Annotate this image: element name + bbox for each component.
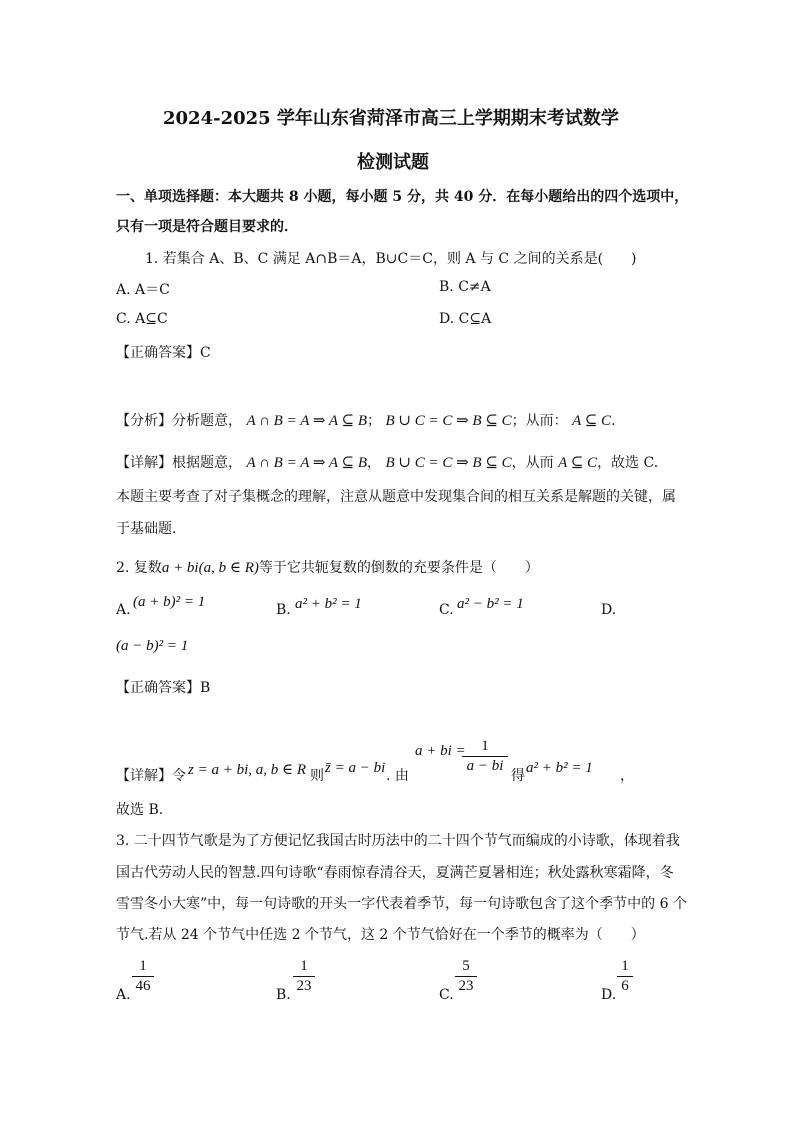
detail-sep-2: ，从而 xyxy=(511,455,554,471)
q1-stem: 1. 若集合 A、B、C 满足 A∩B＝A，B∪C＝C，则 A 与 C 之间的关系是( ) xyxy=(145,251,637,267)
q3-option-c-label: C. xyxy=(439,987,454,1003)
analysis-sep-1: ； xyxy=(367,413,382,429)
fraction-bar xyxy=(455,976,477,977)
detail-math-1: A ∩ B = A ⇒ A ⊆ B xyxy=(246,455,368,471)
q2-option-d-label: D. xyxy=(601,602,617,618)
page-title: 2024-2025 学年山东省菏泽市高三上学期期末考试数学 xyxy=(163,108,619,129)
q3-stem-line2: 国古代劳动人民的智慧.四句诗歌“春雨惊春清谷天，夏满芒夏暑相连；秋处露秋寒霜降，冬 xyxy=(116,865,674,881)
q1-analysis xyxy=(116,410,616,430)
q3-option-d-label: D. xyxy=(601,987,617,1003)
q2-option-a-math: (a + b)² = 1 xyxy=(133,594,206,610)
q2-conclusion: 故选 B. xyxy=(116,802,164,818)
detail-label: 【详解】 xyxy=(116,455,172,471)
q1-comment-line2: 于基础题. xyxy=(116,521,177,537)
q2-option-b-label: B. xyxy=(276,602,291,618)
fraction-denominator: 46 xyxy=(135,978,151,994)
answer-value: B xyxy=(200,680,211,696)
section-heading-line1: 一、单项选择题：本大题共 8 小题，每小题 5 分，共 40 分．在每小题给出的四个选项中， xyxy=(116,189,689,205)
analysis-math-3: A ⊆ C xyxy=(572,413,612,429)
q1-comment-line1: 本题主要考查了对子集概念的理解，注意从题意中发现集合间的相互关系是解题的关键，属 xyxy=(116,489,676,505)
q3-option-b-fraction xyxy=(293,958,315,995)
fraction-numerator: 1 xyxy=(139,958,147,974)
fraction-numerator: 1 xyxy=(300,958,308,974)
q2-detail-m3: a² + b² = 1 xyxy=(526,760,593,776)
q3-option-c-fraction xyxy=(455,958,477,995)
q2-detail-fraction xyxy=(462,738,508,775)
fraction-numerator: 5 xyxy=(462,958,470,974)
answer-value: C xyxy=(200,345,211,361)
q2-option-c-label: C. xyxy=(439,602,454,618)
q1-option-b: B. C≠A xyxy=(439,279,491,295)
q3-option-d-fraction xyxy=(617,958,633,995)
q2-stem-math: a + bi(a, b ∈ R) xyxy=(161,560,259,576)
q3-option-b-label: B. xyxy=(276,987,291,1003)
q2-option-d-math: (a − b)² = 1 xyxy=(116,638,189,654)
fraction-denominator: a − bi xyxy=(466,758,504,774)
detail-math-3: A ⊆ C xyxy=(558,455,598,471)
analysis-text: 分析题意， xyxy=(172,413,242,429)
fraction-bar xyxy=(617,976,633,977)
analysis-end: . xyxy=(611,413,616,429)
q2-detail-t2: 则 xyxy=(310,768,324,784)
q2-detail-lhs: a + bi = xyxy=(415,743,466,759)
q3-stem-line3: 雪雪冬小大寒”中，每一句诗歌的开头一字代表着季节，每一句诗歌包含了这个季节中的 6 个 xyxy=(116,896,687,912)
fraction-numerator: 1 xyxy=(621,958,629,974)
q2-detail-t3: . 由 xyxy=(386,768,409,784)
fraction-denominator: 23 xyxy=(296,978,312,994)
q2-option-b-math: a² + b² = 1 xyxy=(295,596,362,612)
q2-detail-m1: z = a + bi, a, b ∈ R xyxy=(188,762,307,778)
q1-option-c: C. A⊆C xyxy=(116,311,168,327)
fraction-bar xyxy=(132,976,154,977)
section-heading-line2: 只有一项是符合题目要求的． xyxy=(116,219,298,235)
detail-math-2: B ∪ C = C ⇒ B ⊆ C xyxy=(385,455,512,471)
analysis-math-2: B ∪ C = C ⇒ B ⊆ C xyxy=(385,413,512,429)
q2-detail-end: ， xyxy=(620,768,634,784)
q2-stem xyxy=(116,557,539,577)
q2-answer xyxy=(116,677,210,697)
analysis-sep-2: ；从而： xyxy=(511,413,568,429)
q1-option-a: A. A＝C xyxy=(116,282,170,298)
detail-end: ，故选 C. xyxy=(597,455,659,471)
q2-stem-suffix: 等于它共轭复数的倒数的充要条件是（ ） xyxy=(258,560,539,576)
analysis-label: 【分析】 xyxy=(116,413,172,429)
q2-option-a-label: A. xyxy=(116,602,131,618)
q3-option-a-fraction xyxy=(132,958,154,995)
q2-detail-t4: 得 xyxy=(511,768,525,784)
analysis-math-1: A ∩ B = A ⇒ A ⊆ B xyxy=(246,413,368,429)
q2-stem-prefix: 2. 复数 xyxy=(116,560,162,576)
q2-detail-label: 【详解】 xyxy=(116,768,172,784)
fraction-numerator: 1 xyxy=(481,738,489,754)
q1-answer xyxy=(116,342,211,362)
q3-stem-line1: 3. 二十四节气歌是为了方便记忆我国古时历法中的二十四个节气而编成的小诗歌，体现着我 xyxy=(116,833,680,849)
q1-detail xyxy=(116,452,658,472)
page-subtitle: 检测试题 xyxy=(357,152,429,173)
answer-label: 【正确答案】 xyxy=(116,345,200,361)
q3-option-a-label: A. xyxy=(116,987,131,1003)
q2-option-c-math: a² − b² = 1 xyxy=(457,596,524,612)
detail-sep-1: ， xyxy=(367,455,382,471)
q2-detail-m2: z̄ = a − bi xyxy=(325,760,386,776)
q3-stem-line4: 节气.若从 24 个节气中任选 2 个节气，这 2 个节气恰好在一个季节的概率为（ ） xyxy=(116,927,645,943)
q2-detail-t1: 令 xyxy=(172,768,186,784)
detail-text: 根据题意， xyxy=(172,455,242,471)
fraction-bar xyxy=(462,756,508,757)
fraction-denominator: 6 xyxy=(621,978,629,994)
q1-option-d: D. C⊆A xyxy=(439,311,492,327)
fraction-bar xyxy=(293,976,315,977)
answer-label: 【正确答案】 xyxy=(116,680,200,696)
fraction-denominator: 23 xyxy=(458,978,474,994)
